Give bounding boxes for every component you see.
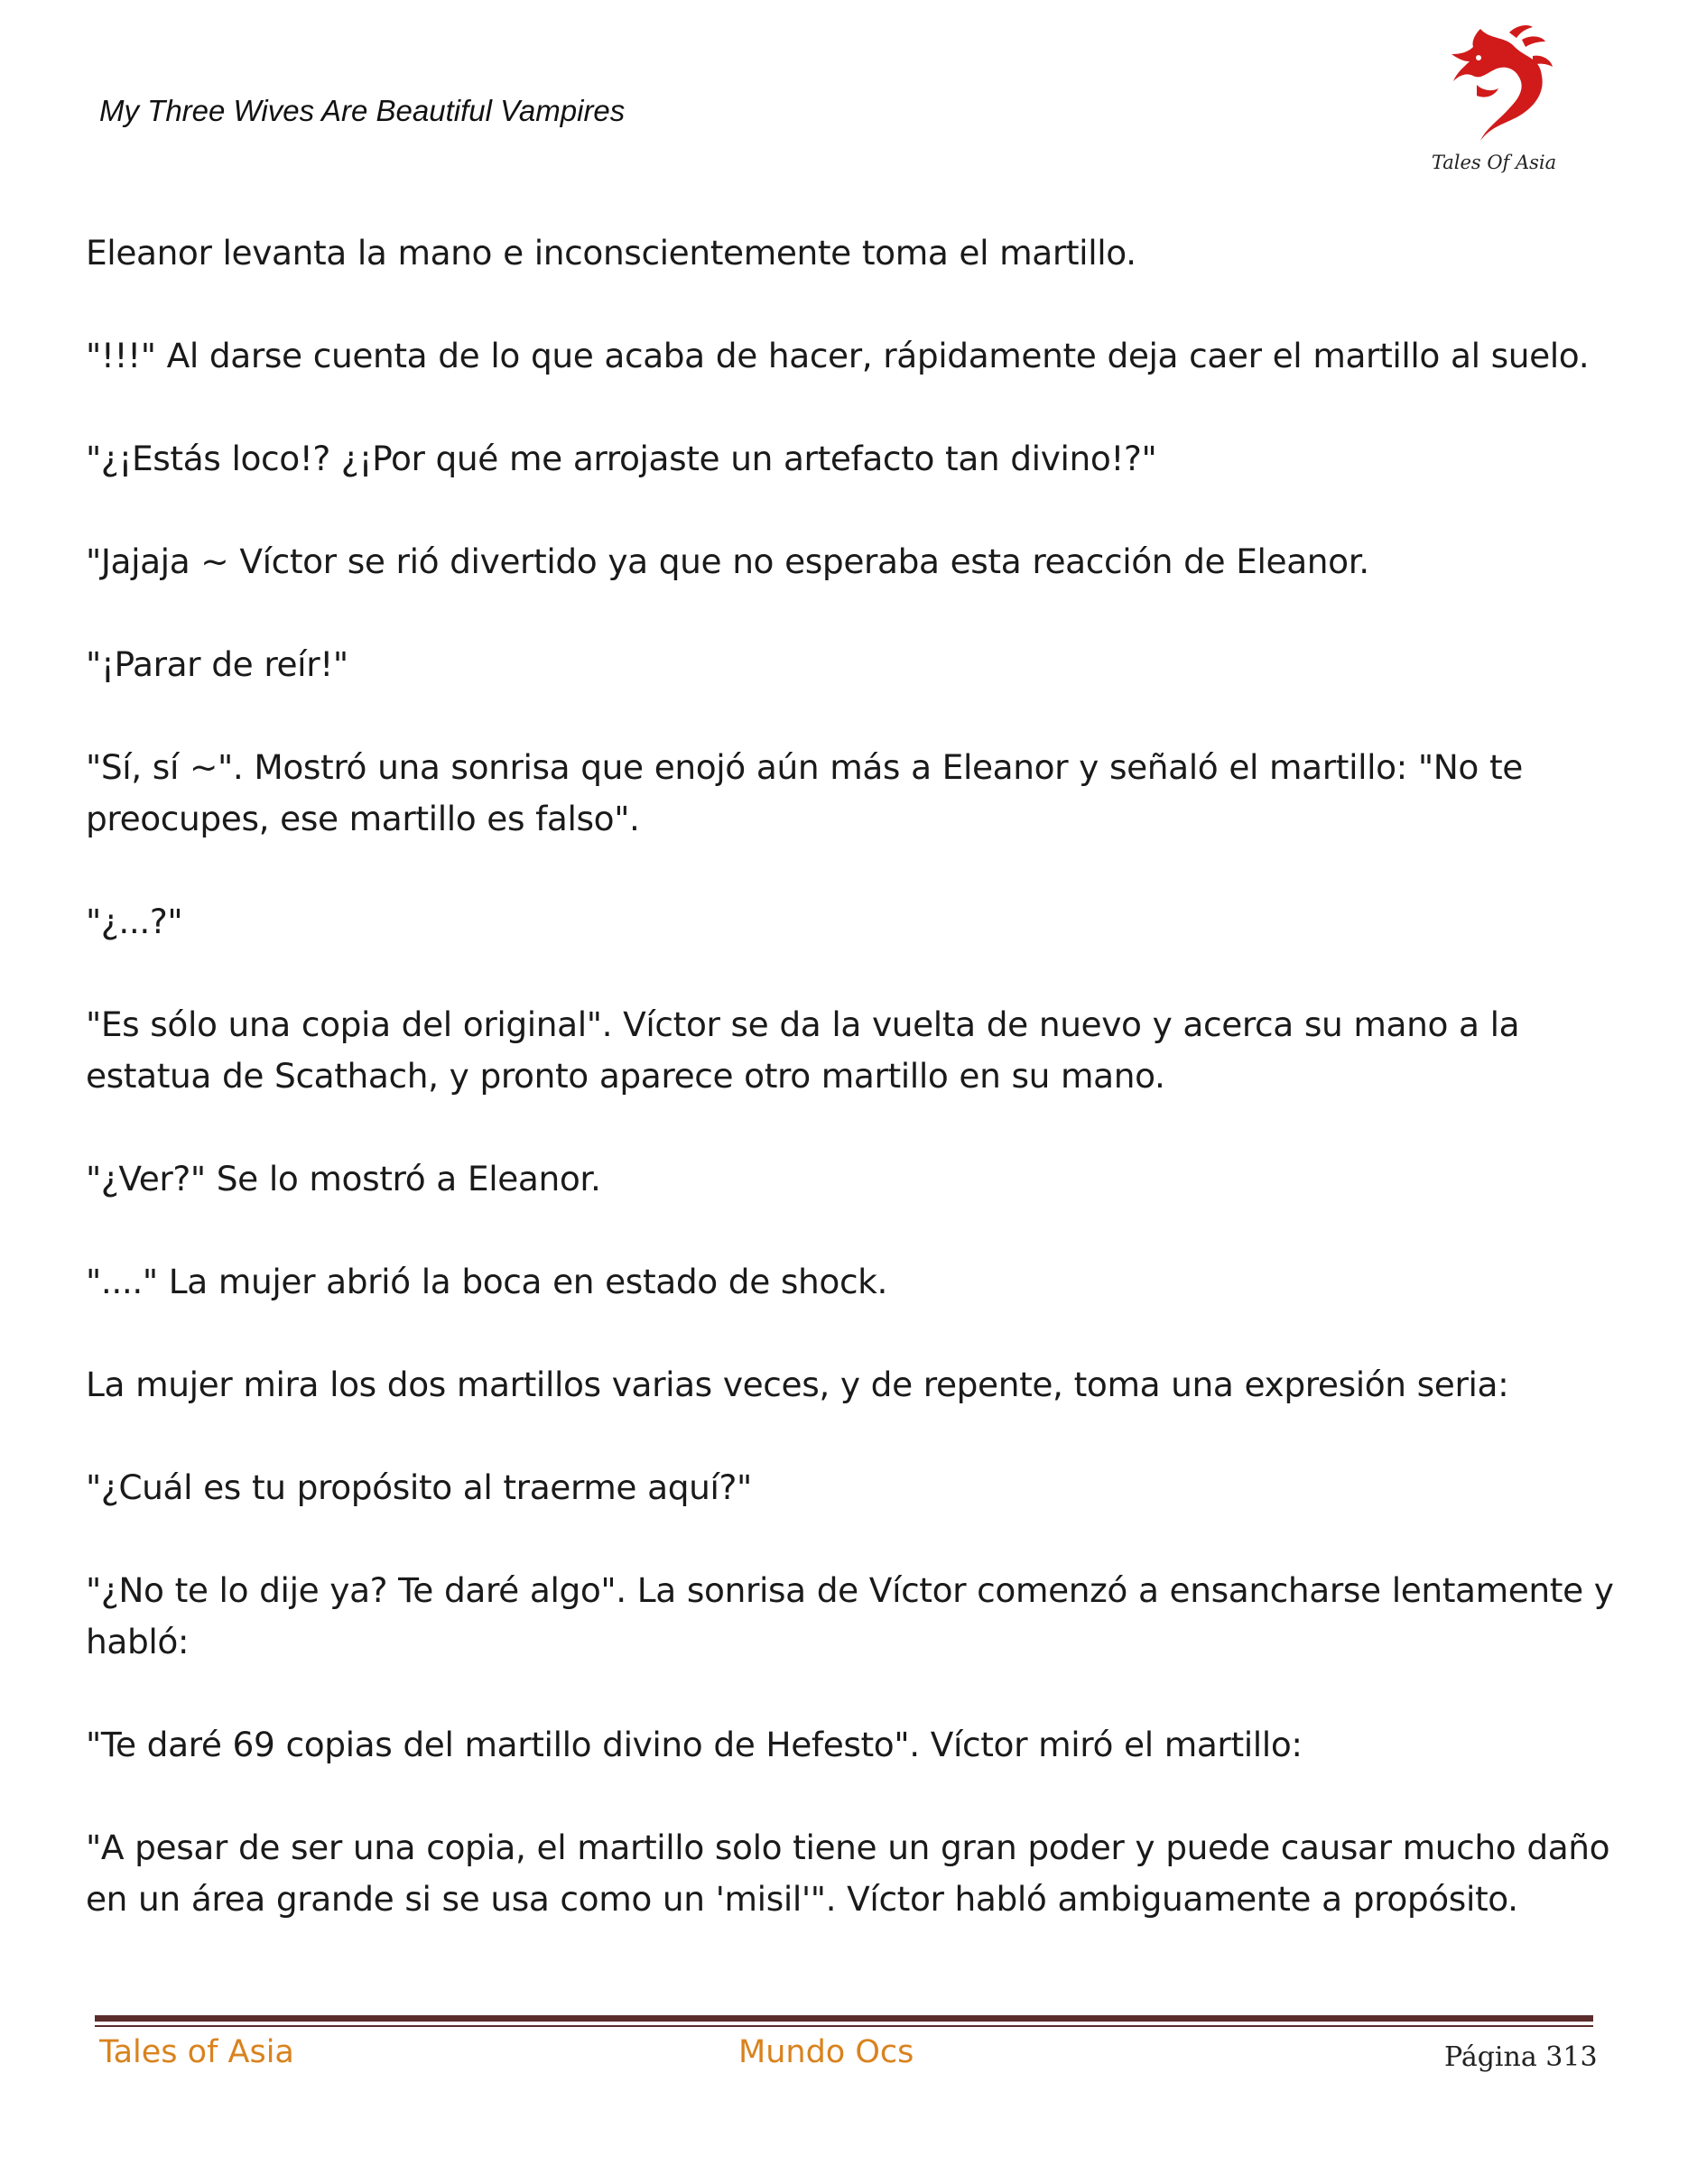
book-title: My Three Wives Are Beautiful Vampires: [99, 94, 626, 127]
footer-divider: [95, 2015, 1593, 2022]
paragraph: "¿No te lo dije ya? Te daré algo". La sonrisa de Víctor comenzó a ensancharse lentamente y habló:: [86, 1570, 1614, 1661]
footer-section: Mundo Ocs: [738, 2034, 914, 2070]
paragraph: La mujer mira los dos martillos varias veces, y de repente, toma una expresión seria:: [86, 1365, 1509, 1404]
paragraph: Eleanor levanta la mano e inconscientemente toma el martillo.: [86, 233, 1136, 273]
paragraph: "Jajaja ~ Víctor se rió divertido ya que no esperaba esta reacción de Eleanor.: [86, 541, 1369, 581]
paragraph: "¿Ver?" Se lo mostró a Eleanor.: [86, 1159, 601, 1198]
paragraph: "A pesar de ser una copia, el martillo solo tiene un gran poder y puede causar mucho daño en un área grande si se usa como un 'misil'". Víctor habló ambiguamente a propósito.: [86, 1828, 1610, 1919]
paragraph: "Sí, sí ~". Mostró una sonrisa que enojó aún más a Eleanor y señaló el martillo: "No te preocupes, ese martillo es falso".: [86, 747, 1523, 838]
paragraph: "...." La mujer abrió la boca en estado de shock.: [86, 1262, 887, 1301]
page-number: Página 313: [1444, 2041, 1598, 2073]
footer-publisher: Tales of Asia: [99, 2034, 294, 2070]
paragraph: "¿...?": [86, 902, 183, 941]
dragon-icon: [1426, 20, 1562, 155]
paragraph: "¡Parar de reír!": [86, 644, 348, 684]
paragraph: "¿Cuál es tu propósito al traerme aquí?": [86, 1467, 752, 1507]
paragraph: "!!!" Al darse cuenta de lo que acaba de hacer, rápidamente deja caer el martillo al suelo.: [86, 336, 1590, 375]
logo-caption: Tales Of Asia: [1431, 152, 1557, 173]
paragraph: "¿¡Estás loco!? ¿¡Por qué me arrojaste un artefacto tan divino!?": [86, 439, 1157, 478]
paragraph: "Es sólo una copia del original". Víctor se da la vuelta de nuevo y acerca su mano a la estatua de Scathach, y pronto aparece otro martillo en su mano.: [86, 1004, 1520, 1096]
page-body: [86, 227, 1620, 1976]
footer-divider-thin: [95, 2025, 1593, 2027]
paragraph: "Te daré 69 copias del martillo divino de Hefesto". Víctor miró el martillo:: [86, 1725, 1303, 1764]
